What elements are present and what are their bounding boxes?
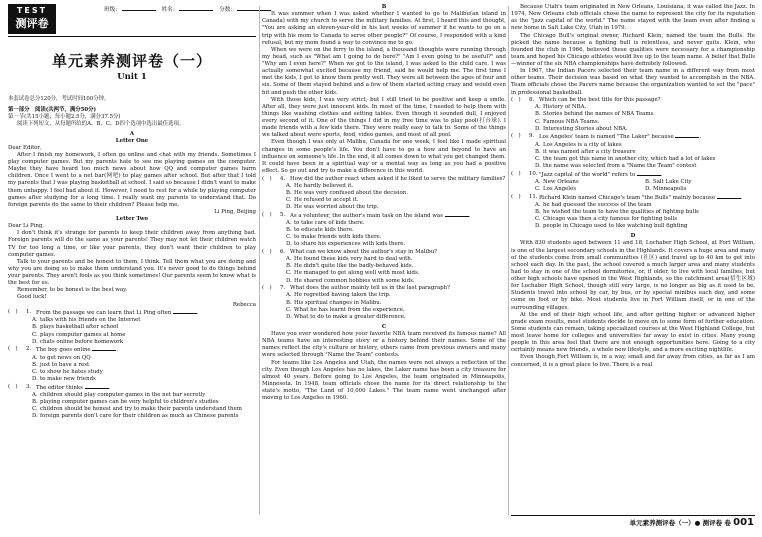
answer-option[interactable] bbox=[262, 292, 506, 299]
option-text: to share his experiences with kids there. bbox=[294, 241, 406, 248]
answer-bracket[interactable]: ( ) bbox=[262, 211, 272, 218]
option-letter: D. bbox=[535, 223, 541, 230]
question bbox=[262, 285, 506, 292]
option-letter: B. bbox=[535, 148, 541, 155]
instruction-line: 本套试卷总分120分，考试时间100分钟。 bbox=[8, 96, 110, 102]
logo-top-text: TEST bbox=[16, 6, 48, 15]
letter-paragraph: Good luck! bbox=[17, 294, 47, 301]
passage-paragraph: For teams like Los Angeles and Utah, the names were not always a reflection of the city. Even though Los Angeles has no lakes, the Laker name has been a city treasure for almost 40 years. Before going to Los Angeles, the team originated in Minneapolis, Minnesota. In 1948, team officials chose the name for its direct relationship to the state's motto, "The Land of 10,000 Lakes." The team name went unchanged after moving to Los Angeles in 1960. bbox=[262, 359, 506, 402]
option-text: What to do to make a greater difference. bbox=[294, 313, 406, 320]
column-divider bbox=[508, 6, 509, 515]
question-stem: Which can be the best title for this passage? bbox=[539, 97, 661, 104]
name-label: 姓名： bbox=[161, 7, 179, 13]
answer-option[interactable] bbox=[511, 119, 755, 126]
option-letter: B. bbox=[535, 111, 541, 118]
option-letter: B. bbox=[286, 227, 292, 234]
question-number: 7. bbox=[280, 285, 286, 292]
question bbox=[262, 176, 506, 183]
answer-option[interactable] bbox=[511, 156, 755, 163]
question-number: 11. bbox=[529, 193, 538, 200]
option-letter: D. bbox=[32, 338, 38, 345]
option-letter: D. bbox=[645, 185, 651, 192]
answer-option[interactable] bbox=[262, 278, 506, 285]
page-footer bbox=[630, 516, 754, 529]
answer-option[interactable] bbox=[262, 197, 506, 204]
option-letter: D. bbox=[286, 277, 292, 284]
option-letter: C. bbox=[32, 331, 38, 338]
option-text: he had guessed the success of the team bbox=[543, 201, 652, 208]
answer-option[interactable] bbox=[262, 314, 506, 321]
answer-option[interactable] bbox=[262, 227, 506, 234]
question-end: . bbox=[699, 134, 702, 141]
letter-salutation: Dear Li Ping, bbox=[8, 223, 45, 230]
option-letter: C. bbox=[535, 185, 541, 192]
passage-paragraph: With 830 students aged between 11 and 18, Lochaber High School, at Fort William, is one of the largest secondary schools in the Highlands. It covers a huge area and many of the students come from small communities (社区) and travel up to 40 km to get into school each day. In the past, the school covered a much larger area and many students had to stay in one of the school dormitories, or, if older, to live with local families, but other high schools have opened in the West Highlands, so the catchment area(招生区域) for Lochaber High School, though still very large, is no longer as big as it used to be. Students travel into school by car, by bus, or by special minibus each day, and some come on foot or by bike. Most students live in Fort William itself, or in one of the surrounding villages. bbox=[511, 240, 755, 311]
option-letter: C. bbox=[286, 306, 292, 313]
passage-paragraph: Because Utah's team originated in New Orleans, Louisiana, it was called the Jazz. In 1974, New Orleans club officials chose the name to represent the city for its reputation as the "jazz capital of the world." The name stayed with the team even after finding a new home in Salt Lake City, Utah in 1979. bbox=[511, 4, 755, 32]
passage-paragraph: Have you ever wondered how your favorite NBA team received its famous name? All NBA teams have an interesting story or a history behind their names. Some of the names reflect the city's culture or history, others came from previous owners and many were selected through "Name the Team" contests. bbox=[262, 331, 506, 359]
section-label: A bbox=[129, 130, 135, 137]
question-number: 10. bbox=[529, 170, 538, 177]
question-stem: The boy goes online bbox=[36, 347, 91, 354]
option-text: Los Angeles bbox=[543, 185, 576, 192]
letter-paragraph: After I finish my homework, I often go online and chat with my friends. Sometimes I play computer games. But my parents hate to see me playing games on the computer. Maybe they have heard too much news about how QQ and computer games harm children. Once I went to a net bar(网吧) to play games after school. But after that I told my parents that I was playing basketball at school. I said so because I didn't want to make them unhappy. I feel bad about it. However, I need to rest for a while by playing computer games after studying for a long time. I really want my parents to understand that. Do foreign parents do the same to their children? Please help me. bbox=[8, 151, 256, 208]
answer-option[interactable] bbox=[262, 256, 506, 263]
answer-option[interactable] bbox=[645, 186, 755, 193]
option-letter: A. bbox=[32, 317, 38, 324]
question-stem-wrap bbox=[290, 249, 506, 256]
question-stem-wrap bbox=[539, 133, 755, 141]
option-text: to make friends with kids there. bbox=[294, 234, 382, 241]
question bbox=[8, 309, 256, 317]
option-letter: D. bbox=[535, 125, 541, 132]
option-text: He was very confused about the decision. bbox=[294, 189, 408, 196]
letter-paragraph: I don't think it's strange for parents to keep their children away from anything bad. Foreign parents will do the same as your parents! They may not let their children watch TV for too long a time, or like your parents, they don't want their children to play computer games. bbox=[8, 230, 256, 258]
option-text: Minneapolis bbox=[653, 185, 687, 192]
option-text: Interesting Stories about NBA. bbox=[543, 125, 628, 132]
passage-paragraph: The Chicago Bull's original owner, Richard Klein, named the team the Bulls. He picked the name because a fighting bull is relentless, and never quits. Klein, who founded the club in 1966, believed these qualities were necessary for a championship team and hoped his Chicago athletes would live up to the team name. A belief that Bulls—winner of the six NBA championships have definitely followed. bbox=[511, 32, 755, 67]
answer-blank bbox=[85, 384, 109, 389]
question-end: . bbox=[660, 171, 663, 178]
answer-option[interactable] bbox=[262, 220, 506, 227]
question-end: . bbox=[197, 310, 199, 317]
question-stem: "Jazz capital of the world" refers to bbox=[539, 171, 636, 178]
answer-option[interactable] bbox=[8, 355, 256, 362]
answer-bracket[interactable]: ( ) bbox=[8, 383, 18, 390]
letter-signature: Rebecca bbox=[232, 301, 256, 308]
option-text: He didn't quite like the badly-behaved kids. bbox=[294, 263, 414, 270]
answer-option[interactable] bbox=[8, 332, 256, 339]
option-text: He regretted having taken the trip. bbox=[294, 292, 391, 299]
option-text: Chicago was then a city famous for fighting bulls bbox=[543, 216, 678, 222]
section-label: D bbox=[630, 233, 636, 240]
answer-bracket[interactable]: ( ) bbox=[511, 170, 521, 177]
option-letter: B. bbox=[286, 263, 292, 270]
answer-blank bbox=[675, 133, 702, 141]
option-letter: B. bbox=[535, 208, 541, 215]
answer-option[interactable] bbox=[262, 190, 506, 197]
option-letter: C. bbox=[32, 406, 38, 413]
question-number: 2. bbox=[26, 346, 32, 353]
option-text: people in Chicago used to like watching bull fighting bbox=[543, 223, 688, 230]
letter-paragraph: Remember, to be honest is the best way. bbox=[17, 287, 128, 294]
passage-paragraph: At the end of their high school life, and after getting higher or advanced higher grade exam results, most students decide to move on to some form of further education. Some students can remain, taking specialized courses at the West Highland College, but most leave home for colleges and universities far away to exist in cities. Many young people in this area feel that there are not enough opportunities here. Going to a city certainly means new friends, a whole new lifestyle, and a more exciting nightlife. bbox=[511, 311, 755, 354]
answer-bracket[interactable]: ( ) bbox=[511, 133, 521, 140]
answer-option[interactable] bbox=[8, 392, 256, 399]
question-stem: Richard Klein named Chicago's team "the Bulls" mainly because bbox=[539, 194, 716, 201]
option-text: to take care of kids there. bbox=[294, 219, 365, 226]
question-stem-wrap bbox=[36, 384, 256, 392]
letter-signature: Li Ping, Beijing bbox=[214, 208, 256, 215]
answer-option[interactable] bbox=[511, 126, 755, 133]
question-stem-wrap bbox=[539, 194, 755, 202]
option-letter: D. bbox=[286, 313, 292, 320]
option-letter: B. bbox=[32, 324, 38, 331]
option-letter: B. bbox=[32, 398, 38, 405]
answer-option[interactable] bbox=[511, 111, 755, 118]
option-text: playing computer games can be very helpful to children's studies bbox=[40, 398, 219, 405]
class-field[interactable] bbox=[122, 6, 156, 11]
answer-option[interactable] bbox=[262, 204, 506, 211]
option-letter: A. bbox=[286, 219, 292, 226]
passage-paragraph: When we were on the ferry to the island, a thousand thoughts were running through my head, such as "What am I going to do here?" "Am I even going to be useful?" and "Why am I even here?" When we got to the island, I was asked to the child care. I was actually somewhat excited because my friend, said he would help me. The first time I met the kids, I got to know them pretty well. They were all between the ages of four and six. Some of them stayed behind and a few of them started acting crazy and would even hit and push the other kids. bbox=[262, 46, 506, 96]
answer-option[interactable] bbox=[511, 223, 755, 230]
page-prefix: 卷 bbox=[724, 518, 731, 527]
question-stem: From the passage we can learn that Li Ping often bbox=[36, 310, 172, 317]
question bbox=[511, 133, 755, 141]
answer-option[interactable] bbox=[511, 142, 755, 149]
answer-bracket[interactable]: ( ) bbox=[262, 175, 272, 182]
score-label: 分数： bbox=[219, 7, 236, 13]
option-letter: A. bbox=[286, 292, 292, 299]
option-letter: C. bbox=[32, 368, 38, 375]
question-list-b bbox=[262, 176, 506, 321]
option-text: chats online before homework bbox=[40, 338, 123, 345]
option-letter: A. bbox=[286, 182, 292, 189]
option-letter: A. bbox=[535, 178, 541, 185]
instruction-line: 第一节(共15小题；每小题2.5分，满分37.5分) bbox=[8, 114, 121, 121]
option-letter: C. bbox=[535, 216, 541, 222]
option-text: children should play computer games in the net bar secretly bbox=[40, 391, 206, 398]
answer-option[interactable] bbox=[262, 263, 506, 270]
question-end: . bbox=[116, 347, 119, 354]
answer-option[interactable] bbox=[535, 186, 645, 193]
answer-bracket[interactable]: ( ) bbox=[8, 309, 18, 316]
question-number: 5. bbox=[280, 211, 286, 218]
option-letter: C. bbox=[535, 155, 541, 162]
answer-blank bbox=[637, 171, 661, 176]
answer-option[interactable] bbox=[535, 179, 645, 186]
question-stem: What can we know about the author's stay in Malibu? bbox=[290, 249, 438, 256]
column-two bbox=[262, 4, 506, 402]
option-letter: C. bbox=[286, 196, 292, 203]
passage-paragraph: Even though Fort William is, in a way, small and far away from cities, as far as I am concerned, it is a great place to live. There is a real bbox=[511, 354, 755, 368]
option-text: He refused to accept it. bbox=[294, 196, 359, 203]
option-letter: D. bbox=[32, 413, 38, 420]
question-list-a bbox=[8, 309, 256, 420]
answer-option[interactable] bbox=[8, 369, 256, 376]
question-number: 1. bbox=[26, 309, 32, 316]
page-number: 001 bbox=[733, 516, 754, 528]
answer-blank bbox=[173, 309, 199, 317]
option-text: Stories behind the names of NBA Teams. bbox=[543, 111, 655, 118]
answer-bracket[interactable]: ( ) bbox=[511, 97, 521, 104]
unit-subtitle: Unit 1 bbox=[117, 72, 147, 82]
instruction-line: 阅读下列短文，从每题所给的A、B、C、D四个选项中选出最佳选项。 bbox=[17, 121, 185, 128]
question-number: 8. bbox=[529, 97, 535, 104]
option-text: to educate kids there. bbox=[294, 227, 354, 234]
instruction-line: 第一部分 阅读(共两节，满分50分) bbox=[8, 107, 97, 114]
question-stem: Los Angeles' team is named "The Laker" because bbox=[539, 134, 674, 141]
answer-bracket[interactable]: ( ) bbox=[262, 285, 272, 292]
question-end: . bbox=[740, 194, 743, 201]
letter-paragraph: Talk to your parents and be honest to them, I think. Tell them what you are doing and why you are doing so to make them understand you. It's never good to do things behind your parents. They aren't fools as you think sometimes! Our parents seem to know what is the best for us. bbox=[8, 258, 256, 287]
question bbox=[262, 249, 506, 256]
question-stem-wrap bbox=[290, 212, 506, 220]
question bbox=[511, 194, 755, 202]
option-text: He found these kids very hard to deal with. bbox=[294, 256, 413, 263]
header-divider bbox=[8, 36, 256, 37]
option-text: just to have a rest bbox=[40, 361, 90, 368]
letter-heading: Letter Two bbox=[115, 216, 148, 222]
option-letter: B. bbox=[286, 299, 292, 306]
answer-option[interactable] bbox=[645, 179, 755, 186]
option-text: What he has learnt from the experience. bbox=[294, 306, 405, 313]
option-letter: A. bbox=[535, 104, 541, 111]
option-text: plays computer games at home bbox=[40, 331, 126, 338]
question-stem: The editor thinks bbox=[36, 384, 83, 391]
answer-bracket[interactable]: ( ) bbox=[262, 249, 272, 256]
question-end: . bbox=[108, 384, 111, 391]
answer-option[interactable] bbox=[262, 183, 506, 190]
question-stem: How did the author react when asked if he liked to serve the military families? bbox=[290, 175, 506, 182]
answer-option[interactable] bbox=[511, 202, 755, 209]
letter-heading: Letter One bbox=[115, 137, 149, 144]
answer-option[interactable] bbox=[8, 317, 256, 324]
question-number: 3. bbox=[26, 383, 32, 390]
option-text: the team got this name in another city, which had a lot of lakes bbox=[543, 155, 716, 162]
answer-option[interactable] bbox=[511, 216, 755, 223]
option-letter: D. bbox=[32, 375, 38, 382]
option-text: it was named after a city treasure bbox=[543, 148, 636, 155]
option-text: He hardly believed it. bbox=[294, 182, 354, 189]
answer-option[interactable] bbox=[511, 209, 755, 216]
option-text: He was worried about the trip. bbox=[294, 204, 379, 211]
question-stem: What does the author mainly tell us in the last paragraph? bbox=[290, 285, 450, 292]
passage-paragraph: Even though I was only at Malibu, Canada for one week, I feel like I made spiritual changes in some people's life. You don't have to go a how and beyond to have an influence on someone's life. In the end, it all comes down to what you got changed them. It could have been in a spiritual way or a mental way as long as you had a positive effect. So go out and try to make a difference in this world. bbox=[262, 139, 506, 174]
option-text: He managed to get along well with most kids. bbox=[294, 270, 420, 277]
answer-option[interactable] bbox=[8, 413, 256, 420]
option-text: the name was selected from a "Name the Team" contest bbox=[543, 162, 697, 169]
footer-text: 单元素养测评卷（一）● 测评卷 bbox=[629, 518, 723, 527]
option-letter: B. bbox=[645, 178, 651, 185]
option-letter: C. bbox=[535, 118, 541, 125]
answer-option-row bbox=[511, 186, 755, 193]
option-text: plays basketball after school bbox=[40, 324, 119, 331]
option-text: to make new friends bbox=[40, 375, 96, 382]
question-stem: As a volunteer, the author's main task on the island was bbox=[290, 212, 443, 219]
letter-salutation: Dear Editor, bbox=[8, 144, 42, 151]
answer-option[interactable] bbox=[8, 376, 256, 383]
option-text: foreign parents don't care for their children as much as Chinese parents bbox=[40, 413, 239, 420]
answer-option-row bbox=[511, 179, 755, 186]
name-field[interactable] bbox=[179, 6, 213, 11]
option-letter: A. bbox=[32, 354, 38, 361]
option-text: New Orleans bbox=[543, 178, 579, 185]
answer-option[interactable] bbox=[8, 406, 256, 413]
question-stem-wrap bbox=[539, 97, 755, 104]
answer-option[interactable] bbox=[8, 362, 256, 369]
section-label: B bbox=[381, 4, 387, 10]
option-letter: D. bbox=[286, 204, 292, 211]
logo-bottom-text: 测评卷 bbox=[15, 16, 49, 30]
answer-option[interactable] bbox=[8, 339, 256, 346]
student-info bbox=[104, 6, 275, 14]
column-divider bbox=[259, 6, 260, 515]
answer-option[interactable] bbox=[511, 149, 755, 156]
option-letter: D. bbox=[286, 241, 292, 248]
question bbox=[8, 384, 256, 392]
test-logo bbox=[8, 4, 56, 34]
option-letter: D. bbox=[535, 162, 541, 169]
option-text: he wished the team to have the qualities of fighting bulls bbox=[543, 208, 699, 215]
passage-paragraph: In 1967, the Indian Pacers selected their team name in a different way from most other teams. Their decision was based on what they wanted to accomplish in the NBA. Team officials chose the Pacers name because the organization wanted to set the "pace" in professional basketball. bbox=[511, 68, 755, 96]
answer-bracket[interactable]: ( ) bbox=[8, 346, 18, 353]
option-text: He shared common hobbies with some kids. bbox=[294, 277, 415, 284]
option-letter: B. bbox=[286, 189, 292, 196]
answer-option[interactable] bbox=[511, 163, 755, 170]
answer-bracket[interactable]: ( ) bbox=[511, 193, 521, 200]
question-number: 4. bbox=[280, 175, 286, 182]
question-stem-wrap bbox=[290, 285, 506, 292]
answer-option[interactable] bbox=[8, 399, 256, 406]
passage-paragraph: With those kids, I was very strict, but I still tried to be positive and keep a smile. After all, they were just innocent kids. In most of the time, I needed to help them with things like washing clothes and setting tables. Even though it sounded dull, I enjoyed every second of it. One of the things I did in my free time was to play pool(打台球). I made friends with a few kids there. They were really easy to talk to. Some of the things we talked about were sports, food, video games, and most of all pool. bbox=[262, 96, 506, 139]
option-letter: B. bbox=[32, 361, 38, 368]
answer-option[interactable] bbox=[262, 241, 506, 248]
option-text: His spiritual changes in Malibu. bbox=[294, 299, 382, 306]
option-letter: C. bbox=[286, 234, 292, 241]
answer-option[interactable] bbox=[511, 104, 755, 111]
page-title: 单元素养测评卷（一） bbox=[51, 52, 212, 70]
question-number: 9. bbox=[529, 133, 535, 140]
question-stem-wrap bbox=[36, 346, 256, 354]
question bbox=[511, 171, 755, 179]
question bbox=[262, 212, 506, 220]
question bbox=[511, 97, 755, 104]
option-text: talks with his friends on the Internet bbox=[40, 317, 141, 324]
section-label: C bbox=[381, 323, 387, 330]
option-letter: C. bbox=[286, 270, 292, 277]
question bbox=[8, 346, 256, 354]
question-stem-wrap bbox=[539, 171, 755, 179]
column-three bbox=[511, 4, 755, 369]
question-end: . bbox=[468, 212, 471, 219]
option-letter: A. bbox=[535, 201, 541, 208]
option-letter: A. bbox=[286, 256, 292, 263]
option-text: to get news on QQ bbox=[40, 354, 91, 361]
answer-option[interactable] bbox=[262, 300, 506, 307]
question-stem-wrap bbox=[290, 176, 506, 183]
option-letter: A. bbox=[535, 141, 541, 148]
question-number: 6. bbox=[280, 249, 286, 256]
answer-option[interactable] bbox=[8, 324, 256, 331]
option-text: History of NBA. bbox=[543, 104, 587, 111]
answer-option[interactable] bbox=[262, 234, 506, 241]
answer-blank bbox=[445, 212, 469, 217]
class-label: 班级： bbox=[104, 7, 121, 13]
column-one bbox=[8, 96, 256, 420]
answer-option[interactable] bbox=[262, 270, 506, 277]
option-text: Salt Lake City bbox=[653, 178, 692, 185]
passage-paragraph: It was summer when I was asked whether I wanted to go to Malibu(an island in Canada) with my church to serve the military families. At first, I heard this and thought, "You are asking an eleven-year-old in his last weeks of summer if he wants to go on a trip with his mom to Canada to serve other people?" Of course, I responded with a kind refusal, but my mom found a way to convince me to go. bbox=[262, 11, 506, 46]
option-letter: A. bbox=[32, 391, 38, 398]
answer-option[interactable] bbox=[262, 307, 506, 314]
option-text: children should be honest and try to make their parents understand them bbox=[40, 406, 242, 413]
question-stem-wrap bbox=[36, 309, 256, 317]
answer-blank bbox=[717, 194, 741, 199]
option-text: to show he hates study bbox=[40, 368, 103, 375]
question-list-c bbox=[511, 97, 755, 230]
option-text: Los Angeles is a city of lakes bbox=[543, 141, 622, 148]
answer-blank bbox=[92, 346, 119, 354]
option-text: Famous NBA Teams. bbox=[543, 118, 600, 125]
